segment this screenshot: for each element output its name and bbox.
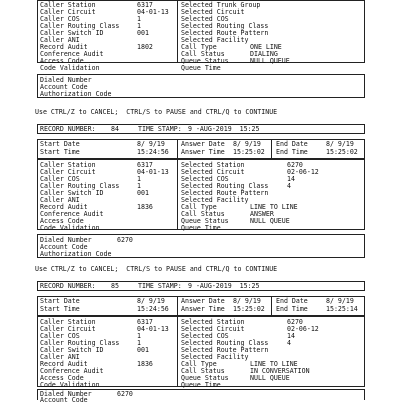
caller-station-label: Caller Station <box>40 161 96 169</box>
record-number-value: 85 <box>111 282 119 290</box>
selected-routing-class-label: Selected Routing Class <box>181 182 269 190</box>
start-time-label: Start Time <box>40 148 80 156</box>
caller-circuit-value: 04-01-13 <box>137 325 169 333</box>
record-number-label: RECORD NUMBER: <box>40 125 96 133</box>
conference-audit-label: Conference Audit <box>40 50 104 58</box>
answer-date-label: Answer Date <box>181 297 225 305</box>
record-audit-value: 1802 <box>137 43 153 51</box>
call-type-label: Call Type <box>181 360 217 368</box>
caller-routing-class-label: Caller Routing Class <box>40 339 120 347</box>
record-number-value: 84 <box>111 125 119 133</box>
call-status-label: Call Status <box>181 210 225 218</box>
caller-circuit-label: Caller Circuit <box>40 325 96 333</box>
call-type-value: LINE TO LINE <box>250 360 298 368</box>
conference-audit-label: Conference Audit <box>40 367 104 375</box>
caller-ani-label: Caller ANI <box>40 353 80 361</box>
selected-cos-label: Selected COS <box>181 175 229 183</box>
time-stamp-label: TIME STAMP: <box>138 282 182 290</box>
selected-cos-label: Selected COS <box>181 15 229 23</box>
record-85-detail-divider <box>177 316 178 387</box>
selected-cos-label: Selected COS <box>181 332 229 340</box>
record-84-dates-divider-1 <box>177 139 178 159</box>
caller-station-value: 6317 <box>137 161 153 169</box>
caller-circuit-label: Caller Circuit <box>40 8 96 16</box>
record-top-divider <box>177 0 178 63</box>
call-status-label: Call Status <box>181 50 225 58</box>
call-status-label: Call Status <box>181 367 225 375</box>
account-code-label: Account Code <box>40 243 88 251</box>
queue-time-label: Queue Time <box>181 64 221 72</box>
dialed-number-value: 6270 <box>117 236 133 244</box>
start-date-value: 8/ 9/19 <box>137 140 165 148</box>
selected-station-label: Selected Station <box>181 318 245 326</box>
start-time-value: 15:24:56 <box>137 148 169 156</box>
answer-time-value: 15:25:02 <box>233 148 265 156</box>
caller-cos-label: Caller COS <box>40 175 80 183</box>
selected-routing-class-value: 4 <box>287 339 291 347</box>
call-status-value: ANSWER <box>250 210 274 218</box>
dialed-number-label: Dialed Number <box>40 390 92 398</box>
access-code-label: Access Code <box>40 217 84 225</box>
authorization-code-label: Authorization Code <box>40 250 112 258</box>
record-audit-label: Record Audit <box>40 203 88 211</box>
queue-status-label: Queue Status <box>181 217 229 225</box>
account-code-label: Account Code <box>40 83 88 91</box>
code-validation-label: Code Validation <box>40 381 100 389</box>
queue-status-value: NULL QUEUE <box>250 374 290 382</box>
selected-routing-class-label: Selected Routing Class <box>181 339 269 347</box>
time-stamp-label: TIME STAMP: <box>138 125 182 133</box>
caller-routing-class-value: 1 <box>137 339 141 347</box>
call-type-label: Call Type <box>181 43 217 51</box>
caller-routing-class-value: 1 <box>137 22 141 30</box>
selected-circuit-label: Selected Circuit <box>181 325 245 333</box>
caller-switch-id-label: Caller Switch ID <box>40 29 104 37</box>
caller-switch-id-value: 001 <box>137 189 149 197</box>
selected-route-pattern-label: Selected Route Pattern <box>181 29 269 37</box>
record-85-dates-divider-2 <box>271 296 272 316</box>
continue-prompt: Use CTRL/Z to CANCEL; CTRL/S to PAUSE and CTRL/Q to CONTINUE <box>35 108 278 116</box>
authorization-code-label: Authorization Code <box>40 90 112 98</box>
record-audit-value: 1836 <box>137 203 153 211</box>
code-validation-label: Code Validation <box>40 224 100 232</box>
record-number-label: RECORD NUMBER: <box>40 282 96 290</box>
caller-ani-label: Caller ANI <box>40 196 80 204</box>
answer-date-value: 8/ 9/19 <box>233 297 261 305</box>
end-time-value: 15:25:14 <box>326 305 358 313</box>
dialed-number-label: Dialed Number <box>40 76 92 84</box>
end-time-label: End Time <box>276 305 308 313</box>
call-type-label: Call Type <box>181 203 217 211</box>
end-date-label: End Date <box>276 297 308 305</box>
caller-cos-value: 1 <box>137 332 141 340</box>
answer-date-value: 8/ 9/19 <box>233 140 261 148</box>
access-code-label: Access Code <box>40 57 84 65</box>
answer-time-label: Answer Time <box>181 148 225 156</box>
start-date-label: Start Date <box>40 140 80 148</box>
record-84-dates-divider-2 <box>271 139 272 159</box>
caller-station-value: 6317 <box>137 1 153 9</box>
answer-time-value: 15:25:02 <box>233 305 265 313</box>
end-time-value: 15:25:02 <box>326 148 358 156</box>
selected-cos-value: 14 <box>287 332 295 340</box>
time-stamp-value: 9 -AUG-2019 15:25 <box>188 125 260 133</box>
call-status-value: IN CONVERSATION <box>250 367 310 375</box>
call-type-value: LINE TO LINE <box>250 203 298 211</box>
selected-trunk-group-label: Selected Trunk Group <box>181 1 261 9</box>
record-audit-label: Record Audit <box>40 360 88 368</box>
caller-cos-label: Caller COS <box>40 15 80 23</box>
selected-route-pattern-label: Selected Route Pattern <box>181 189 269 197</box>
selected-station-value: 6270 <box>287 318 303 326</box>
time-stamp-value: 9 -AUG-2019 15:25 <box>188 282 260 290</box>
caller-routing-class-label: Caller Routing Class <box>40 22 120 30</box>
caller-circuit-value: 04-01-13 <box>137 8 169 16</box>
queue-time-label: Queue Time <box>181 381 221 389</box>
queue-status-label: Queue Status <box>181 57 229 65</box>
caller-ani-label: Caller ANI <box>40 36 80 44</box>
code-validation-label: Code Validation <box>40 64 100 72</box>
caller-station-label: Caller Station <box>40 318 96 326</box>
start-time-label: Start Time <box>40 305 80 313</box>
caller-station-value: 6317 <box>137 318 153 326</box>
start-time-value: 15:24:56 <box>137 305 169 313</box>
record-85-dates-divider-1 <box>177 296 178 316</box>
caller-switch-id-value: 001 <box>137 346 149 354</box>
selected-station-value: 6270 <box>287 161 303 169</box>
record-audit-value: 1836 <box>137 360 153 368</box>
account-code-label: Account Code <box>40 396 88 404</box>
caller-routing-class-value: 1 <box>137 182 141 190</box>
selected-facility-label: Selected Facility <box>181 353 249 361</box>
record-audit-label: Record Audit <box>40 43 88 51</box>
selected-facility-label: Selected Facility <box>181 196 249 204</box>
start-date-label: Start Date <box>40 297 80 305</box>
caller-switch-id-label: Caller Switch ID <box>40 189 104 197</box>
call-status-value: DIALING <box>250 50 278 58</box>
access-code-label: Access Code <box>40 374 84 382</box>
caller-switch-id-value: 001 <box>137 29 149 37</box>
end-date-value: 8/ 9/19 <box>326 140 354 148</box>
queue-time-label: Queue Time <box>181 224 221 232</box>
selected-circuit-value: 02-06-12 <box>287 325 319 333</box>
end-date-value: 8/ 9/19 <box>326 297 354 305</box>
dialed-number-value: 6270 <box>117 390 133 398</box>
selected-station-label: Selected Station <box>181 161 245 169</box>
caller-station-label: Caller Station <box>40 1 96 9</box>
caller-cos-value: 1 <box>137 175 141 183</box>
caller-cos-value: 1 <box>137 15 141 23</box>
call-type-value: ONE LINE <box>250 43 282 51</box>
answer-time-label: Answer Time <box>181 305 225 313</box>
answer-date-label: Answer Date <box>181 140 225 148</box>
selected-cos-value: 14 <box>287 175 295 183</box>
selected-circuit-label: Selected Circuit <box>181 8 245 16</box>
caller-circuit-value: 04-01-13 <box>137 168 169 176</box>
queue-status-label: Queue Status <box>181 374 229 382</box>
record-84-detail-divider <box>177 159 178 230</box>
caller-switch-id-label: Caller Switch ID <box>40 346 104 354</box>
queue-status-value: NULL QUEUE <box>250 57 290 65</box>
selected-routing-class-value: 4 <box>287 182 291 190</box>
end-date-label: End Date <box>276 140 308 148</box>
selected-facility-label: Selected Facility <box>181 36 249 44</box>
selected-circuit-label: Selected Circuit <box>181 168 245 176</box>
start-date-value: 8/ 9/19 <box>137 297 165 305</box>
selected-route-pattern-label: Selected Route Pattern <box>181 346 269 354</box>
queue-status-value: NULL QUEUE <box>250 217 290 225</box>
caller-circuit-label: Caller Circuit <box>40 168 96 176</box>
dialed-number-label: Dialed Number <box>40 236 92 244</box>
selected-routing-class-label: Selected Routing Class <box>181 22 269 30</box>
end-time-label: End Time <box>276 148 308 156</box>
continue-prompt: Use CTRL/Z to CANCEL; CTRL/S to PAUSE and CTRL/Q to CONTINUE <box>35 265 278 273</box>
caller-routing-class-label: Caller Routing Class <box>40 182 120 190</box>
selected-circuit-value: 02-06-12 <box>287 168 319 176</box>
conference-audit-label: Conference Audit <box>40 210 104 218</box>
caller-cos-label: Caller COS <box>40 332 80 340</box>
